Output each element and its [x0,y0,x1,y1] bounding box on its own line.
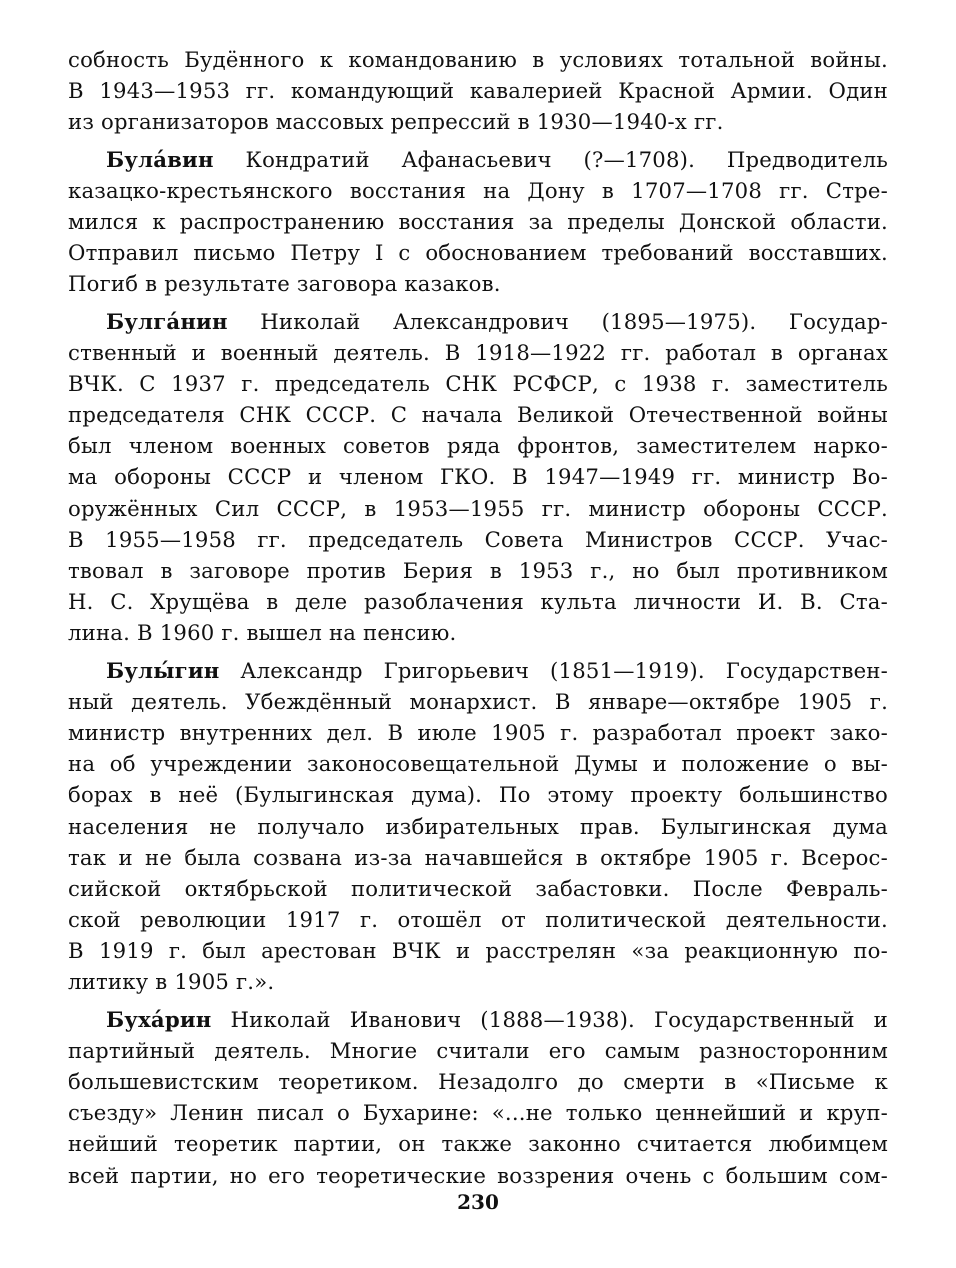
text-line: ВЧК. С 1937 г. председатель СНК РСФСР, с 1938 г. заместитель [68,370,888,396]
text-line: оружённых Сил СССР, в 1953—1955 гг. министр обороны СССР. [68,495,888,521]
text-line: литику в 1905 г.». [68,969,275,995]
text-line: всей партии, но его теоретические воззрения очень с большим сом- [68,1162,888,1188]
entry-name: Булга́нин [106,308,228,334]
text-line: лина. В 1960 г. вышел на пенсию. [68,620,457,646]
entry-first-line [68,306,888,337]
text-line: Н. С. Хрущёва в деле разоблачения культа личности И. В. Ста- [68,589,888,615]
text-line: В 1955—1958 гг. председатель Совета Министров СССР. Учас- [68,526,888,552]
text-line: сийской октябрьской политической забастовки. После Февраль- [68,875,888,901]
entry-bulganin [68,306,888,649]
entry-continuation [68,44,888,138]
text-line: большевистским теоретиком. Незадолго до смерти в «Письме к [68,1069,888,1094]
text-line: съезду» Ленин писал о Бухарине: «...не только ценнейший и круп- [68,1100,888,1126]
text-line: твовал в заговоре против Берия в 1953 г., но был противником [68,558,888,583]
entry-bukharin [68,1004,888,1191]
entry-name: Буха́рин [106,1006,212,1032]
text-line: ской революции 1917 г. отошёл от политической деятельности. [68,907,888,933]
entry-first-line-text: Николай Александрович (1895—1975). Государ- [227,308,888,334]
text-line: ный деятель. Убеждённый монархист. В январе—октябре 1905 г. [68,688,888,714]
text-line: из организаторов массовых репрессий в 1930—1940-х гг. [68,109,724,135]
text-line: партийный деятель. Многие считали его самым разносторонним [68,1037,888,1063]
text-line: был членом военных советов ряда фронтов, заместителем нарко- [68,433,888,459]
text-line: мился к распространению восстания за пределы Донской области. [68,208,888,234]
text-line: В 1943—1953 гг. командующий кавалерией Красной Армии. Один [68,78,888,104]
text-line: Погиб в результате заговора казаков. [68,271,501,297]
text-line: министр внутренних дел. В июле 1905 г. разработал проект зако- [68,719,888,745]
entry-first-line [68,655,888,686]
entry-first-line [68,144,888,175]
text-line: борах в неё (Булыгинская дума). По этому проекту большинство [68,782,888,808]
text-line: ма обороны СССР и членом ГКО. В 1947—1949 гг. министр Во- [68,464,888,490]
text-line: Отправил письмо Петру I с обоснованием требований восставших. [68,240,888,266]
text-line: населения не получало избирательных прав. Булыгинская дума [68,813,888,839]
entry-name: Булы́гин [106,657,220,683]
entry-first-line-text: Николай Иванович (1888—1938). Государственный и [211,1006,888,1032]
page-number: 230 [457,1190,499,1214]
entry-first-line-text: Александр Григорьевич (1851—1919). Государствен- [219,657,888,683]
entry-name: Була́вин [106,146,214,172]
text-line: нейший теоретик партии, он также законно считается любимцем [68,1131,888,1157]
entry-bulygin [68,655,888,998]
text-line: так и не была созвана из-за начавшейся в октябре 1905 г. Всерос- [68,844,888,870]
entry-bulavin [68,144,888,300]
page-body [68,44,888,1197]
text-line: председателя СНК СССР. С начала Великой Отечественной войны [68,402,888,428]
text-line: казацко-крестьянского восстания на Дону в 1707—1708 гг. Стре- [68,177,888,203]
text-line: на об учреждении законосовещательной Думы и положение о вы- [68,751,888,777]
entry-first-line [68,1004,888,1035]
text-line: ственный и военный деятель. В 1918—1922 гг. работал в органах [68,339,888,365]
text-line: В 1919 г. был арестован ВЧК и расстрелян «за реакционную по- [68,938,888,964]
entry-first-line-text: Кондратий Афанасьевич (?—1708). Предводитель [213,146,888,172]
text-line: собность Будённого к командованию в условиях тотальной войны. [68,47,888,72]
